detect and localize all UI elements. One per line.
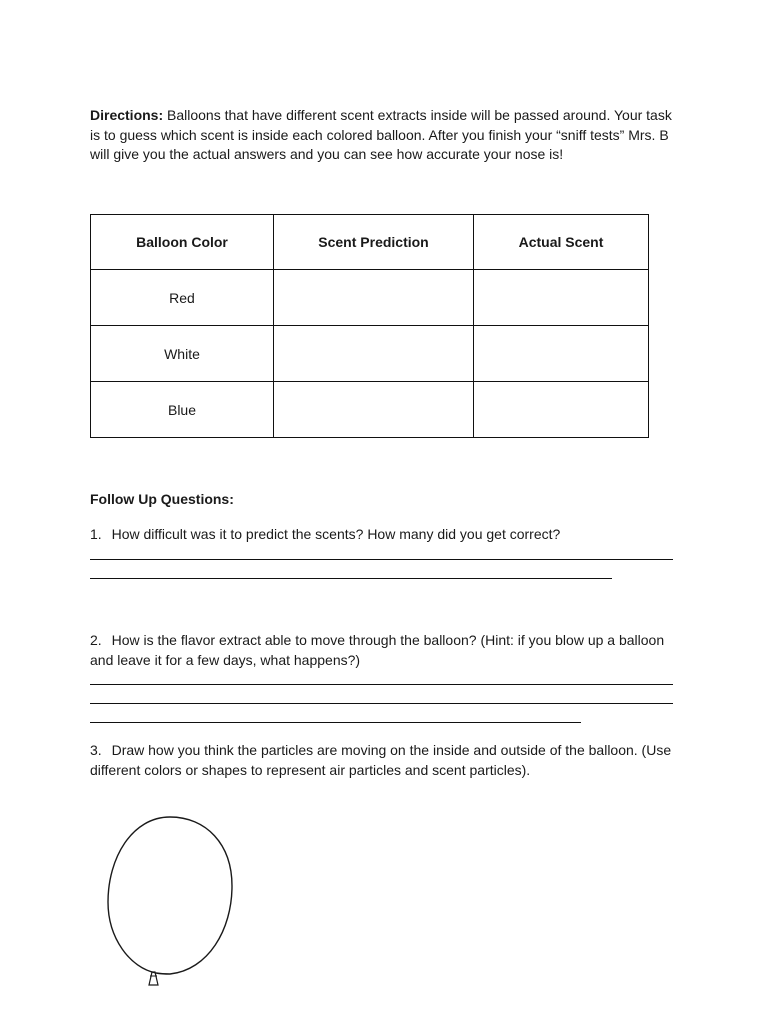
table-header-row [91, 215, 649, 270]
actual-scent-cell[interactable] [474, 382, 649, 438]
table-row [91, 382, 649, 438]
prediction-cell[interactable] [274, 326, 474, 382]
actual-scent-cell[interactable] [474, 270, 649, 326]
directions-text: Balloons that have different scent extracts inside will be passed around. Your task is to guess which scent is inside each colored balloon. After you finish your “sniff tests” Mrs. B will give you the actual answers and you can see how accurate your nose is! [90, 107, 672, 162]
prediction-cell[interactable] [274, 270, 474, 326]
question-text: How is the flavor extract able to move through the balloon? (Hint: if you blow up a balloon and leave it for a few days, what happens?) [90, 632, 665, 668]
table-row [91, 270, 649, 326]
question-text: How difficult was it to predict the scents? How many did you get correct? [111, 526, 561, 542]
answer-line[interactable] [90, 559, 673, 560]
answer-line[interactable] [90, 722, 581, 723]
answer-line[interactable] [90, 703, 673, 704]
answer-line[interactable] [90, 578, 612, 579]
row-color-cell: Blue [91, 382, 274, 438]
question-number: 3. [90, 742, 102, 758]
question-3 [90, 741, 680, 780]
actual-scent-cell[interactable] [474, 326, 649, 382]
directions-paragraph [90, 106, 680, 165]
question-2 [90, 631, 680, 670]
prediction-cell[interactable] [274, 382, 474, 438]
question-1 [90, 525, 680, 545]
followup-heading: Follow Up Questions: [90, 491, 234, 507]
balloon-knot [149, 972, 158, 985]
table-row [91, 326, 649, 382]
answer-line[interactable] [90, 684, 673, 685]
question-text: Draw how you think the particles are moving on the inside and outside of the balloon. (Use different colors or shapes to represent air particles and scent particles). [90, 742, 672, 778]
row-color-cell: White [91, 326, 274, 382]
directions-label: Directions: [90, 107, 164, 123]
question-number: 1. [90, 526, 102, 542]
balloon-outline [108, 817, 232, 974]
balloon-illustration [100, 810, 240, 992]
header-balloon-color: Balloon Color [91, 215, 274, 270]
question-number: 2. [90, 632, 102, 648]
header-actual-scent: Actual Scent [474, 215, 649, 270]
header-scent-prediction: Scent Prediction [274, 215, 474, 270]
scent-table [90, 214, 649, 438]
row-color-cell: Red [91, 270, 274, 326]
